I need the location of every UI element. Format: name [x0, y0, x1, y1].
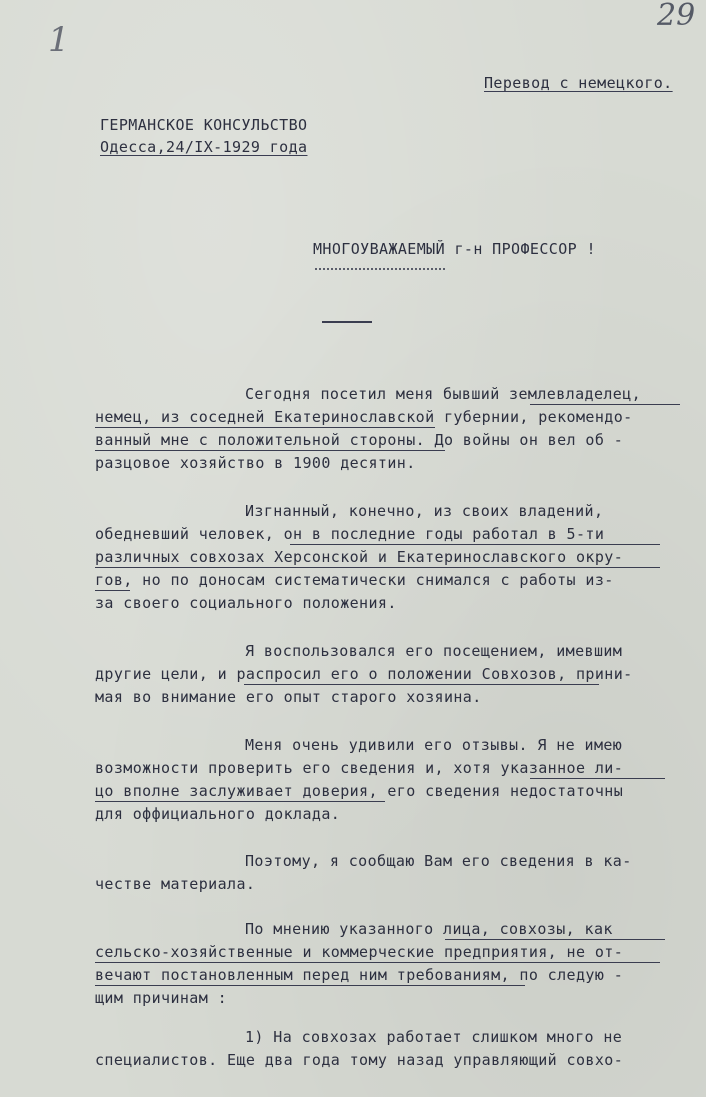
salutation-underline: [315, 268, 445, 270]
translation-note: Перевод с немецкого.: [484, 74, 673, 92]
pencil-underline: [244, 684, 599, 685]
page-number-mark: 1: [48, 20, 70, 60]
body-line: По мнению указанного лица, совхозы, как: [245, 920, 613, 938]
pencil-underline: [530, 404, 680, 405]
pencil-underline: [95, 962, 660, 963]
body-line: Я воспользовался его посещением, имевшим: [245, 642, 623, 660]
sender-line-2: Одесса,24/IX-1929 года: [100, 138, 308, 156]
body-line: Меня очень удивили его отзывы. Я не имею: [245, 736, 623, 754]
body-line: немец, из соседней Екатеринославской губернии, рекомендо-: [95, 408, 633, 426]
body-line: Сегодня посетил меня бывший землевладелец,: [245, 385, 642, 403]
body-line: за своего социального положения.: [95, 594, 397, 612]
salutation: МНОГОУВАЖАЕМЫЙ г-н ПРОФЕССОР !: [313, 240, 596, 258]
pencil-underline: [95, 450, 445, 451]
pencil-underline: [95, 590, 130, 591]
pencil-underline: [95, 567, 660, 568]
body-line: для оффициального доклада.: [95, 805, 341, 823]
pencil-underline: [95, 801, 385, 802]
body-line: 1) На совхозах работает слишком много не: [245, 1028, 623, 1046]
body-line: возможности проверить его сведения и, хотя указанное ли-: [95, 759, 624, 777]
folio-number: 29: [657, 0, 696, 33]
body-line: обедневший человек, он в последние годы работал в 5-ти: [95, 525, 605, 543]
pencil-underline: [445, 939, 665, 940]
body-line: цо вполне заслуживает доверия, его сведения недостаточны: [95, 782, 624, 800]
body-line: другие цели, и распросил его о положении Совхозов, прини-: [95, 665, 633, 683]
body-line: щим причинам :: [95, 989, 228, 1007]
body-line: сельско-хозяйственные и коммерческие предприятия, не от-: [95, 943, 624, 961]
body-line: разцовое хозяйство в 1900 десятин.: [95, 454, 416, 472]
pencil-underline: [95, 427, 435, 428]
body-line: специалистов. Еще два года тому назад управляющий совхо-: [95, 1051, 624, 1069]
pencil-underline: [290, 544, 660, 545]
body-line: мая во внимание его опыт старого хозяина.: [95, 688, 482, 706]
body-line: различных совхозах Херсонской и Екатеринославского окру-: [95, 548, 624, 566]
body-line: честве материала.: [95, 875, 256, 893]
body-line: гов, но по доносам систематически снимался с работы из-: [95, 571, 614, 589]
pencil-underline: [95, 985, 525, 986]
sender-line-1: ГЕРМАНСКОЕ КОНСУЛЬСТВО: [100, 116, 308, 134]
body-line: Изгнанный, конечно, из своих владений,: [245, 502, 604, 520]
body-line: вечают постановленным перед ним требованиям, по следую -: [95, 966, 624, 984]
body-line: ванный мне с положительной стороны. До войны он вел об -: [95, 431, 624, 449]
section-divider: [322, 321, 372, 323]
pencil-underline: [530, 778, 665, 779]
body-line: Поэтому, я сообщаю Вам его сведения в ка-: [245, 852, 632, 870]
